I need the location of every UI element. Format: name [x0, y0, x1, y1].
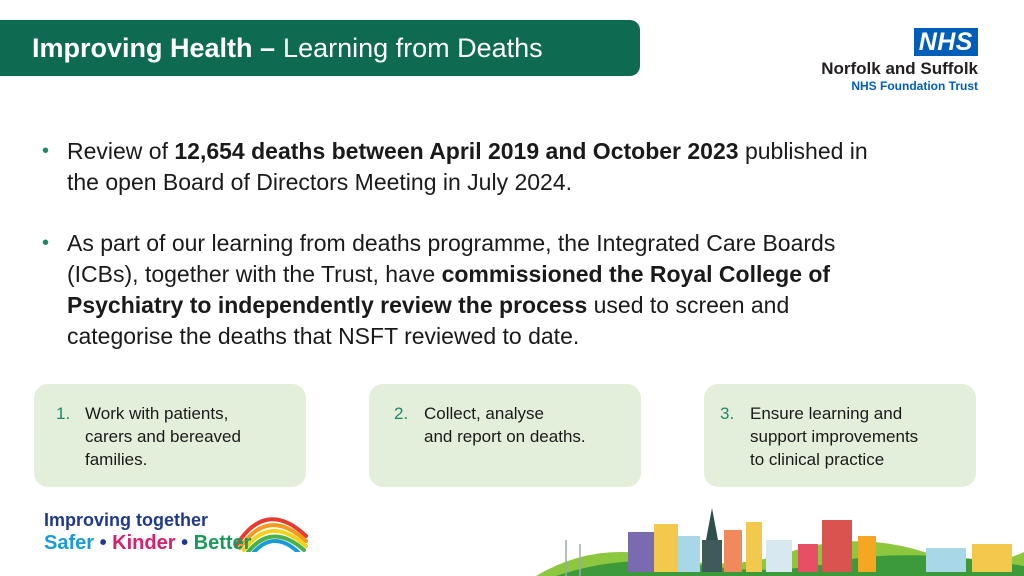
card-collect-analyse: [369, 384, 641, 487]
title-banner: [0, 20, 640, 76]
bullet-commission: [40, 228, 900, 352]
bullet-emphasis: 12,654 deaths between April 2019 and October 2023: [174, 138, 739, 164]
card-number: 3.: [720, 404, 735, 423]
nhs-logo-mark: NHS: [914, 28, 978, 56]
improving-together-text: Improving together: [44, 510, 209, 530]
bullet-text: used to screen and categorise the deaths that NSFT reviewed to date.: [67, 292, 790, 349]
bullet-text: As part of our learning from deaths programme, the Integrated Care Boards (ICBs), together with the Trust, have: [67, 230, 836, 287]
bullet-emphasis: commissioned the Royal College of Psychiatry to independently review the process: [67, 261, 831, 318]
improving-together-logo: [44, 500, 314, 560]
card-text: Collect, analyse and report on deaths.: [424, 404, 586, 446]
town-skyline-illustration: [536, 500, 1024, 576]
bullet-review: [40, 136, 900, 198]
title-light: Learning from Deaths: [283, 32, 543, 63]
bullet-text: Review of: [67, 138, 175, 164]
value-safer: Safer: [44, 532, 95, 554]
value-kinder: Kinder: [112, 532, 176, 554]
card-work-with-patients: [34, 384, 306, 487]
value-better: Better: [193, 532, 252, 554]
card-text: Work with patients, carers and bereaved families.: [85, 404, 241, 469]
bullet-list: [40, 136, 900, 382]
value-separator: •: [99, 532, 107, 554]
nhs-trust-logo: [798, 28, 978, 93]
card-ensure-learning: [704, 384, 976, 487]
value-separator: •: [181, 532, 189, 554]
logo-trust-name: Norfolk and Suffolk: [821, 59, 978, 78]
logo-trust-type: NHS Foundation Trust: [851, 79, 978, 93]
bullet-text: published in the open Board of Directors Meeting in July 2024.: [67, 138, 868, 195]
card-number: 1.: [56, 404, 71, 423]
title-bold: Improving Health –: [32, 32, 276, 63]
values-line: [44, 532, 251, 555]
card-text: Ensure learning and support improvements to clinical practice: [750, 404, 919, 469]
card-number: 2.: [394, 404, 409, 423]
